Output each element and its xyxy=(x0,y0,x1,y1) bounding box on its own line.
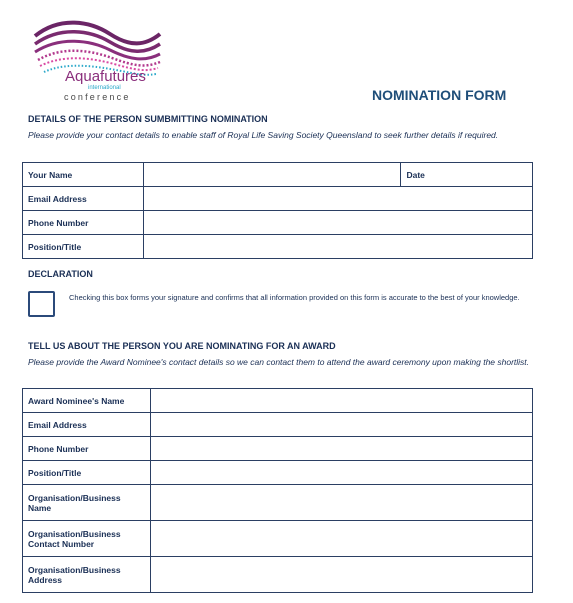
date-label: Date xyxy=(406,169,425,180)
nominee-email-label: Email Address xyxy=(23,413,151,437)
org-contact-label: Organisation/Business Contact Number xyxy=(23,521,151,557)
table-row xyxy=(23,235,533,259)
submitter-note: Please provide your contact details to enable staff of Royal Life Saving Society Queensland to seek further details if required. xyxy=(28,130,499,140)
table-row xyxy=(23,389,533,413)
logo-subtitle-conference: conference xyxy=(64,92,131,102)
nominee-name-field[interactable] xyxy=(151,389,533,413)
nominee-position-field[interactable] xyxy=(151,461,533,485)
org-contact-field[interactable] xyxy=(151,521,533,557)
nominee-note: Please provide the Award Nominee's contact details so we can contact them to attend the award ceremony upon making the shortlist. xyxy=(28,357,530,367)
email-field[interactable] xyxy=(144,187,533,211)
submitter-heading: DETAILS OF THE PERSON SUMBMITTING NOMINATION xyxy=(28,114,268,124)
your-name-label: Your Name xyxy=(23,163,144,187)
org-name-field[interactable] xyxy=(151,485,533,521)
form-title: NOMINATION FORM xyxy=(372,87,507,103)
submitter-table xyxy=(22,162,533,259)
org-address-field[interactable] xyxy=(151,557,533,593)
position-label: Position/Title xyxy=(23,235,144,259)
position-field[interactable] xyxy=(144,235,533,259)
your-name-field[interactable] xyxy=(144,163,401,187)
nominee-email-field[interactable] xyxy=(151,413,533,437)
nominee-name-label: Award Nominee's Name xyxy=(23,389,151,413)
declaration-heading: DECLARATION xyxy=(28,269,93,279)
email-label: Email Address xyxy=(23,187,144,211)
table-row xyxy=(23,413,533,437)
phone-label: Phone Number xyxy=(23,211,144,235)
logo-title: Aquafutures xyxy=(65,68,146,85)
table-row xyxy=(23,211,533,235)
table-row xyxy=(23,485,533,521)
org-name-label: Organisation/Business Name xyxy=(23,485,151,521)
table-row xyxy=(23,557,533,593)
nominee-phone-label: Phone Number xyxy=(23,437,151,461)
table-row xyxy=(23,187,533,211)
table-row xyxy=(23,163,533,187)
nominee-table xyxy=(22,388,533,593)
logo-subtitle-international: international xyxy=(88,85,121,91)
nominee-phone-field[interactable] xyxy=(151,437,533,461)
nominee-heading: TELL US ABOUT THE PERSON YOU ARE NOMINATING FOR AN AWARD xyxy=(28,341,336,351)
date-field[interactable] xyxy=(401,163,533,187)
table-row xyxy=(23,461,533,485)
table-row xyxy=(23,521,533,557)
nominee-position-label: Position/Title xyxy=(23,461,151,485)
table-row xyxy=(23,437,533,461)
phone-field[interactable] xyxy=(144,211,533,235)
org-address-label: Organisation/Business Address xyxy=(23,557,151,593)
declaration-checkbox[interactable] xyxy=(28,291,55,317)
declaration-text: Checking this box forms your signature and confirms that all information provided on this form is accurate to the best of your knowledge. xyxy=(69,293,520,302)
